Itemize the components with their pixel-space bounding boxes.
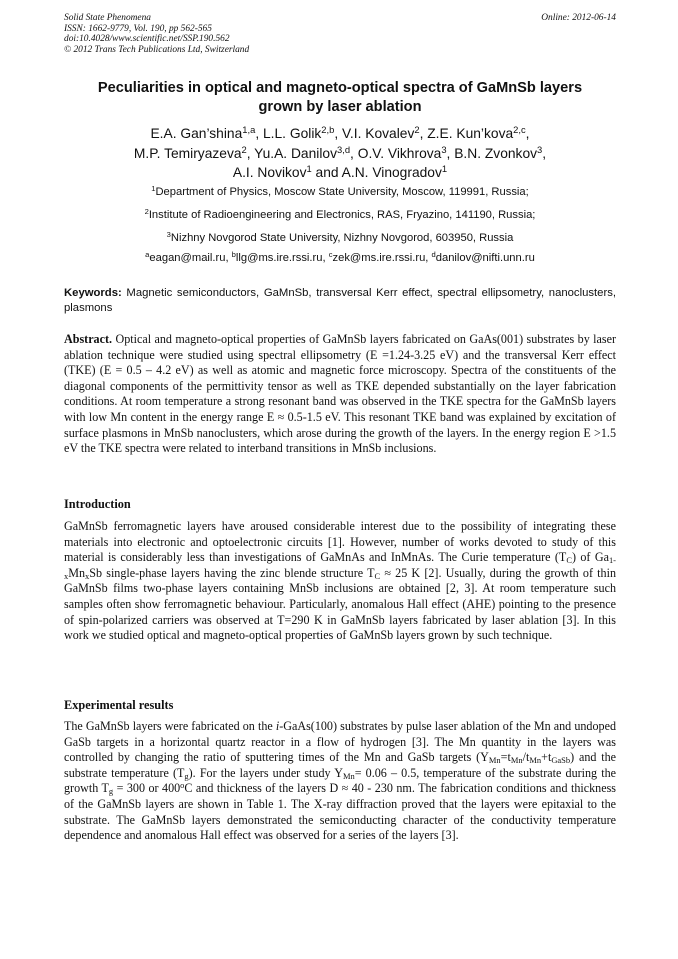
- text: =t: [500, 750, 511, 765]
- text: ) and the substrate temperature (T: [64, 750, 616, 780]
- author-line-2: [64, 144, 616, 164]
- copyright-line: © 2012 Trans Tech Publications Ltd, Switzerland: [64, 44, 250, 55]
- keywords-label: Keywords:: [64, 287, 122, 299]
- subscript: Mn: [342, 770, 355, 781]
- experimental-paragraph: [64, 719, 616, 844]
- text: ) of Ga: [571, 550, 609, 565]
- abstract-text: Optical and magneto-optical properties of GaMnSb layers fabricated on GaAs(001) substrates by laser ablation technique were studied using spectral ellipsometry (E =1.24-3.25 eV) and the transversal Kerr effect (TKE) (E = 0.5 – 4.2 eV) as well as atomic and magnetic force microscopy. Spectra of the constituents of the diagonal components of the permittivity tensor as well as TKE depended substantially on the layer fabrication conditions. At room temperature a strong resonant band was observed in the TKE spectra for the GaMnSb layers with low Mn content in the energy range E ≈ 0.5-1.5 eV. This resonant TKE band was explained by excitation of surface plasmons in MnSb nanoclusters, which arose during the growth of the layers. In the energy region E >1.5 eV the TKE spectra were related to interband transitions in MnSb inclusions.: [64, 332, 616, 456]
- author-list: [64, 124, 616, 183]
- author-separator: ,: [542, 145, 547, 161]
- journal-header: [64, 13, 616, 55]
- affiliation-text: Institute of Radioengineering and Electronics, RAS, Fryazino, 141190, Russia;: [148, 209, 536, 221]
- email: zek@ms.ire.rssi.ru,: [332, 252, 432, 264]
- author-sup: 1: [306, 163, 312, 174]
- author-sup: 2,c: [513, 124, 526, 135]
- author-sup: 3,d: [337, 144, 351, 155]
- affiliation-text: Nizhny Novgorod State University, Nizhny Novgorod, 603950, Russia: [170, 232, 514, 244]
- subscript: C: [566, 555, 572, 566]
- author-sup: 3: [537, 144, 543, 155]
- subscript: g: [108, 786, 114, 797]
- text: The GaMnSb layers were fabricated on the: [64, 719, 276, 733]
- text: -GaAs(100) substrates by pulse laser ablation of the Mn and undoped GaSb targets in a horizontal quartz reactor in a flow of hydrogen [3]. The Mn quantity in the layers was controlled by changing the ratio of sputtering times of the Mn and GaSb targets (Y: [64, 719, 616, 765]
- email-sup: d: [431, 249, 436, 259]
- subscript: Mn: [488, 755, 501, 766]
- author-separator: ,: [350, 145, 358, 161]
- author-sup: 2,b: [321, 124, 335, 135]
- author: M.P. Temiryazeva: [133, 145, 242, 161]
- author-sup: 2: [414, 124, 420, 135]
- author-separator: ,: [255, 126, 263, 141]
- paper-title: [64, 79, 616, 117]
- text: /t: [522, 750, 530, 765]
- title-line-2: grown by laser ablation: [258, 99, 422, 115]
- author: A.N. Vinogradov: [341, 165, 442, 180]
- affiliation-sup: 1: [151, 183, 156, 193]
- author-sup: 3: [441, 144, 447, 155]
- affiliation-sup: 3: [166, 229, 171, 239]
- affiliation-2: [64, 208, 616, 222]
- author: O.V. Vikhrova: [357, 145, 442, 161]
- author: B.N. Zvonkov: [454, 145, 538, 161]
- author: E.A. Gan’shina: [150, 126, 243, 141]
- author-line-1: [64, 124, 616, 144]
- experimental-heading: Experimental results: [64, 698, 174, 712]
- abstract: [64, 332, 616, 457]
- introduction-heading: Introduction: [64, 497, 131, 511]
- author-separator: ,: [446, 145, 455, 161]
- journal-name: Solid State Phenomena: [64, 13, 151, 23]
- author: Z.E. Kun’kova: [427, 126, 514, 141]
- text: Sb single-phase layers having the zinc blende structure T: [89, 565, 375, 580]
- subscript: Mn: [529, 755, 542, 766]
- doi-line: doi:10.4028/www.scientific.net/SSP.190.562: [64, 34, 230, 45]
- text: +t: [541, 750, 552, 765]
- subscript: Mn: [510, 755, 523, 766]
- email-sup: a: [145, 249, 150, 259]
- author: Yu.A. Danilov: [254, 145, 337, 161]
- issn-line: ISSN: 1662-9779, Vol. 190, pp 562-565: [64, 23, 212, 34]
- email-sup: c: [328, 249, 333, 259]
- subscript: 1-x: [64, 555, 616, 581]
- subscript: C: [374, 570, 381, 581]
- email: llg@ms.ire.rssi.ru,: [235, 252, 329, 264]
- abstract-label: Abstract.: [64, 332, 113, 346]
- text: ≈ 25 K [2]. Usually, during the growth of thin GaMnSb films two-phase layers containing MnSb inclusions are obtained [2, 3]. At room temperature such samples often show ferromagnetic behaviour. Particularly, anomalous Hall effect (AHE) pointing to the presence of spin-polarized carriers was observed at T=290 K in GaMnSb layers fabricated by laser ablation [3]. In this work we studied optical and magneto-optical properties of GaMnSb layers grown by such technique.: [64, 565, 616, 643]
- email: danilov@nifti.unn.ru: [435, 252, 535, 264]
- affiliation-sup: 2: [144, 206, 149, 216]
- text: GaMnSb ferromagnetic layers have aroused considerable interest due to the possibility of integrating these materials into electronic and optoelectronic circuits [1]. However, number of works devoted to study of this material is considerably less than investigations of GaMnAs and InMnAs. The Curie temperature (T: [64, 519, 616, 565]
- affiliation-3: [64, 231, 616, 245]
- author-separator: ,: [246, 145, 255, 161]
- subscript: GaSb: [551, 755, 571, 766]
- italic-text: i: [275, 719, 280, 733]
- text: C and thickness of the layers D ≈ 40 - 230 nm. The fabrication conditions and thickness of the GaMnSb layers are shown in Table 1. The X-ray diffraction proved that the layers were epitaxial to the substrate. The GaMnSb layers demonstrated the semiconducting character of the conductivity temperature dependence and anomalous Hall effect was observed for a series of the layers [3].: [64, 781, 616, 843]
- introduction-paragraph: [64, 519, 616, 644]
- text: Mn: [68, 565, 86, 580]
- email-line: [64, 251, 616, 265]
- author-separator: ,: [419, 126, 428, 141]
- title-line-1: Peculiarities in optical and magneto-optical spectra of GaMnSb layers: [97, 80, 583, 96]
- author-sup: 1: [441, 163, 448, 174]
- author-separator: and: [311, 165, 342, 180]
- author: L.L. Golik: [263, 126, 322, 141]
- author-line-3: [64, 163, 616, 183]
- text: ). For the layers under study Y: [188, 765, 343, 780]
- superscript: o: [180, 780, 185, 791]
- author-separator: ,: [334, 126, 342, 141]
- text: = 0.06 – 0.5, temperature of the substrate during the growth T: [64, 765, 617, 796]
- email: eagan@mail.ru,: [149, 252, 232, 264]
- email-sup: b: [231, 249, 236, 259]
- author-sup: 1,a: [242, 124, 256, 135]
- affiliation-1: [64, 185, 616, 199]
- author: A.I. Novikov: [232, 165, 307, 180]
- author-sup: 2: [241, 144, 247, 155]
- affiliation-text: Department of Physics, Moscow State University, Moscow, 119991, Russia;: [155, 186, 529, 198]
- author: V.I. Kovalev: [342, 126, 415, 141]
- online-date: Online: 2012-06-14: [541, 13, 616, 23]
- subscript: x: [85, 570, 90, 581]
- keywords-text: Magnetic semiconductors, GaMnSb, transversal Kerr effect, spectral ellipsometry, nanoclusters, plasmons: [64, 287, 616, 314]
- keywords: [64, 286, 616, 316]
- subscript: g: [184, 770, 189, 781]
- text: = 300 or 400: [113, 781, 181, 796]
- author-separator: ,: [525, 126, 530, 141]
